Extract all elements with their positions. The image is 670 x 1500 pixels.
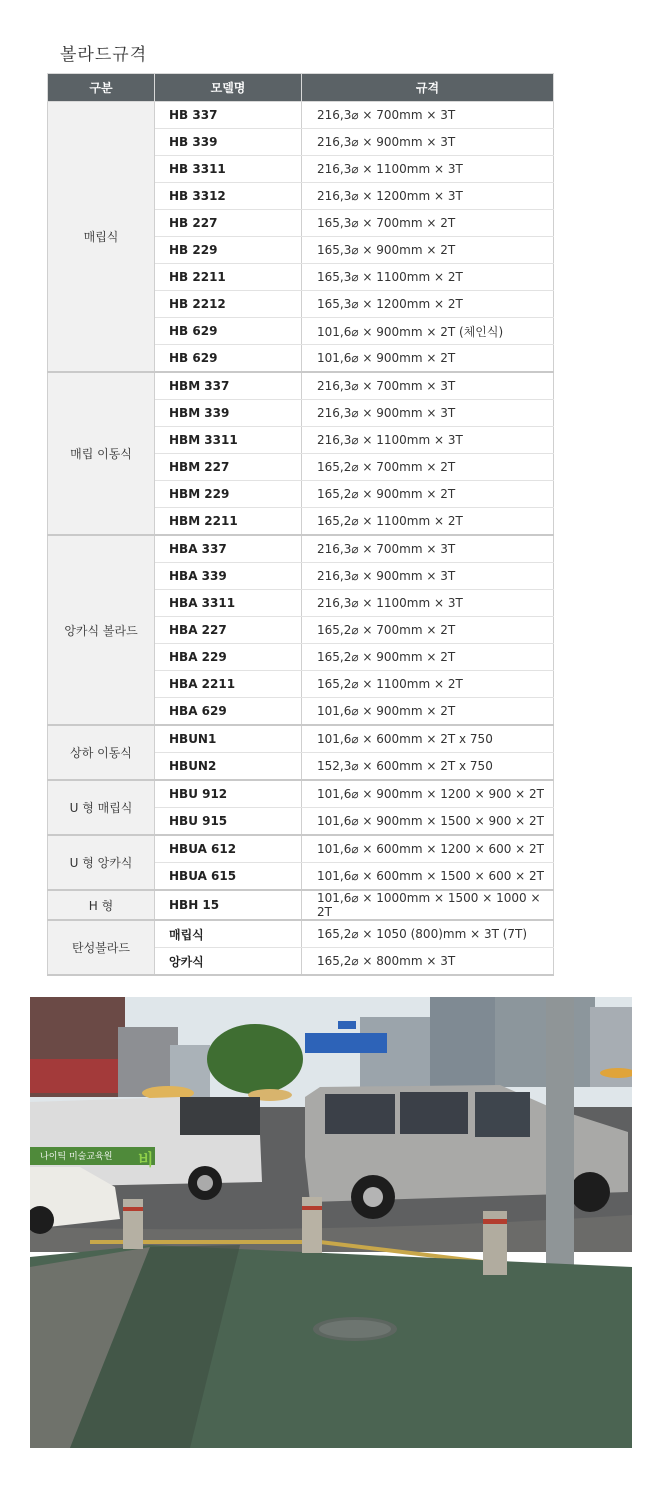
model-cell: 매립식 <box>155 920 302 948</box>
bollard-spec-table <box>47 73 554 976</box>
spec-cell: 165,3⌀ × 700mm × 2T <box>302 210 554 237</box>
spec-cell: 216,3⌀ × 1200mm × 3T <box>302 183 554 210</box>
model-cell: HBA 227 <box>155 617 302 644</box>
bollard-right <box>483 1211 507 1275</box>
spec-cell: 216,3⌀ × 900mm × 3T <box>302 563 554 590</box>
model-cell: HBA 339 <box>155 563 302 590</box>
spec-cell: 216,3⌀ × 1100mm × 3T <box>302 427 554 454</box>
category-cell: H 형 <box>48 890 155 920</box>
model-cell: HBUN1 <box>155 725 302 753</box>
model-cell: HBM 227 <box>155 454 302 481</box>
model-cell: HBM 337 <box>155 372 302 400</box>
spec-cell: 101,6⌀ × 600mm × 1500 × 600 × 2T <box>302 863 554 891</box>
model-cell: HB 339 <box>155 129 302 156</box>
spec-cell: 165,3⌀ × 1100mm × 2T <box>302 264 554 291</box>
model-cell: HBA 337 <box>155 535 302 563</box>
spec-cell: 101,6⌀ × 1000mm × 1500 × 1000 × 2T <box>302 890 554 920</box>
category-cell: 탄성볼라드 <box>48 920 155 975</box>
van-side-text: 나이틱 미술교육원 <box>40 1152 113 1162</box>
spec-cell: 165,2⌀ × 700mm × 2T <box>302 454 554 481</box>
model-cell: HB 629 <box>155 318 302 345</box>
model-cell: HBA 3311 <box>155 590 302 617</box>
spec-cell: 165,2⌀ × 900mm × 2T <box>302 481 554 508</box>
spec-cell: 101,6⌀ × 900mm × 1200 × 900 × 2T <box>302 780 554 808</box>
model-cell: HB 3312 <box>155 183 302 210</box>
spec-cell: 165,2⌀ × 1100mm × 2T <box>302 671 554 698</box>
spec-cell: 216,3⌀ × 900mm × 3T <box>302 400 554 427</box>
spec-cell: 101,6⌀ × 900mm × 2T <box>302 345 554 373</box>
bollard-street-photo <box>30 997 632 1448</box>
model-cell: HBM 3311 <box>155 427 302 454</box>
table-row <box>48 372 554 400</box>
spec-cell: 165,2⌀ × 900mm × 2T <box>302 644 554 671</box>
model-cell: HB 629 <box>155 345 302 373</box>
spec-cell: 216,3⌀ × 1100mm × 3T <box>302 156 554 183</box>
bollard-left <box>123 1199 143 1249</box>
table-row <box>48 102 554 129</box>
model-cell: HBA 629 <box>155 698 302 726</box>
model-cell: HB 2212 <box>155 291 302 318</box>
page-title: 볼라드규격 <box>60 45 148 65</box>
bollard-center <box>302 1197 322 1253</box>
spec-cell: 101,6⌀ × 600mm × 1200 × 600 × 2T <box>302 835 554 863</box>
model-cell: HBUA 615 <box>155 863 302 891</box>
model-cell: HBA 229 <box>155 644 302 671</box>
table-row <box>48 835 554 863</box>
spec-cell: 216,3⌀ × 700mm × 3T <box>302 535 554 563</box>
category-cell: 상하 이동식 <box>48 725 155 780</box>
spec-cell: 101,6⌀ × 600mm × 2T x 750 <box>302 725 554 753</box>
model-cell: 앙카식 <box>155 948 302 976</box>
category-cell: U 형 매립식 <box>48 780 155 835</box>
header-spec: 규격 <box>302 74 554 102</box>
van-sign-text: 비 <box>138 1150 154 1169</box>
model-cell: HBM 229 <box>155 481 302 508</box>
model-cell: HBU 912 <box>155 780 302 808</box>
spec-cell: 101,6⌀ × 900mm × 1500 × 900 × 2T <box>302 808 554 836</box>
table-body <box>48 102 554 976</box>
spec-cell: 165,2⌀ × 700mm × 2T <box>302 617 554 644</box>
spec-cell: 165,2⌀ × 800mm × 3T <box>302 948 554 976</box>
category-cell: 매립 이동식 <box>48 372 155 535</box>
table-row <box>48 780 554 808</box>
table-row <box>48 920 554 948</box>
model-cell: HB 229 <box>155 237 302 264</box>
model-cell: HBU 915 <box>155 808 302 836</box>
spec-cell: 165,3⌀ × 1200mm × 2T <box>302 291 554 318</box>
header-model: 모델명 <box>155 74 302 102</box>
model-cell: HBUN2 <box>155 753 302 781</box>
model-cell: HB 227 <box>155 210 302 237</box>
spec-cell: 216,3⌀ × 1100mm × 3T <box>302 590 554 617</box>
model-cell: HB 337 <box>155 102 302 129</box>
table-header-row <box>48 74 554 102</box>
spec-cell: 165,2⌀ × 1050 (800)mm × 3T (7T) <box>302 920 554 948</box>
table-row <box>48 725 554 753</box>
spec-cell: 216,3⌀ × 700mm × 3T <box>302 372 554 400</box>
category-cell: 앙카식 볼라드 <box>48 535 155 725</box>
category-cell: U 형 앙카식 <box>48 835 155 890</box>
model-cell: HBM 339 <box>155 400 302 427</box>
model-cell: HBA 2211 <box>155 671 302 698</box>
model-cell: HBUA 612 <box>155 835 302 863</box>
table-row <box>48 535 554 563</box>
model-cell: HBM 2211 <box>155 508 302 536</box>
category-cell: 매립식 <box>48 102 155 373</box>
spec-cell: 216,3⌀ × 900mm × 3T <box>302 129 554 156</box>
header-category: 구분 <box>48 74 155 102</box>
model-cell: HB 2211 <box>155 264 302 291</box>
spec-cell: 101,6⌀ × 900mm × 2T (체인식) <box>302 318 554 345</box>
model-cell: HB 3311 <box>155 156 302 183</box>
spec-cell: 165,3⌀ × 900mm × 2T <box>302 237 554 264</box>
table-row <box>48 890 554 920</box>
spec-cell: 165,2⌀ × 1100mm × 2T <box>302 508 554 536</box>
spec-cell: 152,3⌀ × 600mm × 2T x 750 <box>302 753 554 781</box>
spec-cell: 216,3⌀ × 700mm × 3T <box>302 102 554 129</box>
model-cell: HBH 15 <box>155 890 302 920</box>
spec-cell: 101,6⌀ × 900mm × 2T <box>302 698 554 726</box>
